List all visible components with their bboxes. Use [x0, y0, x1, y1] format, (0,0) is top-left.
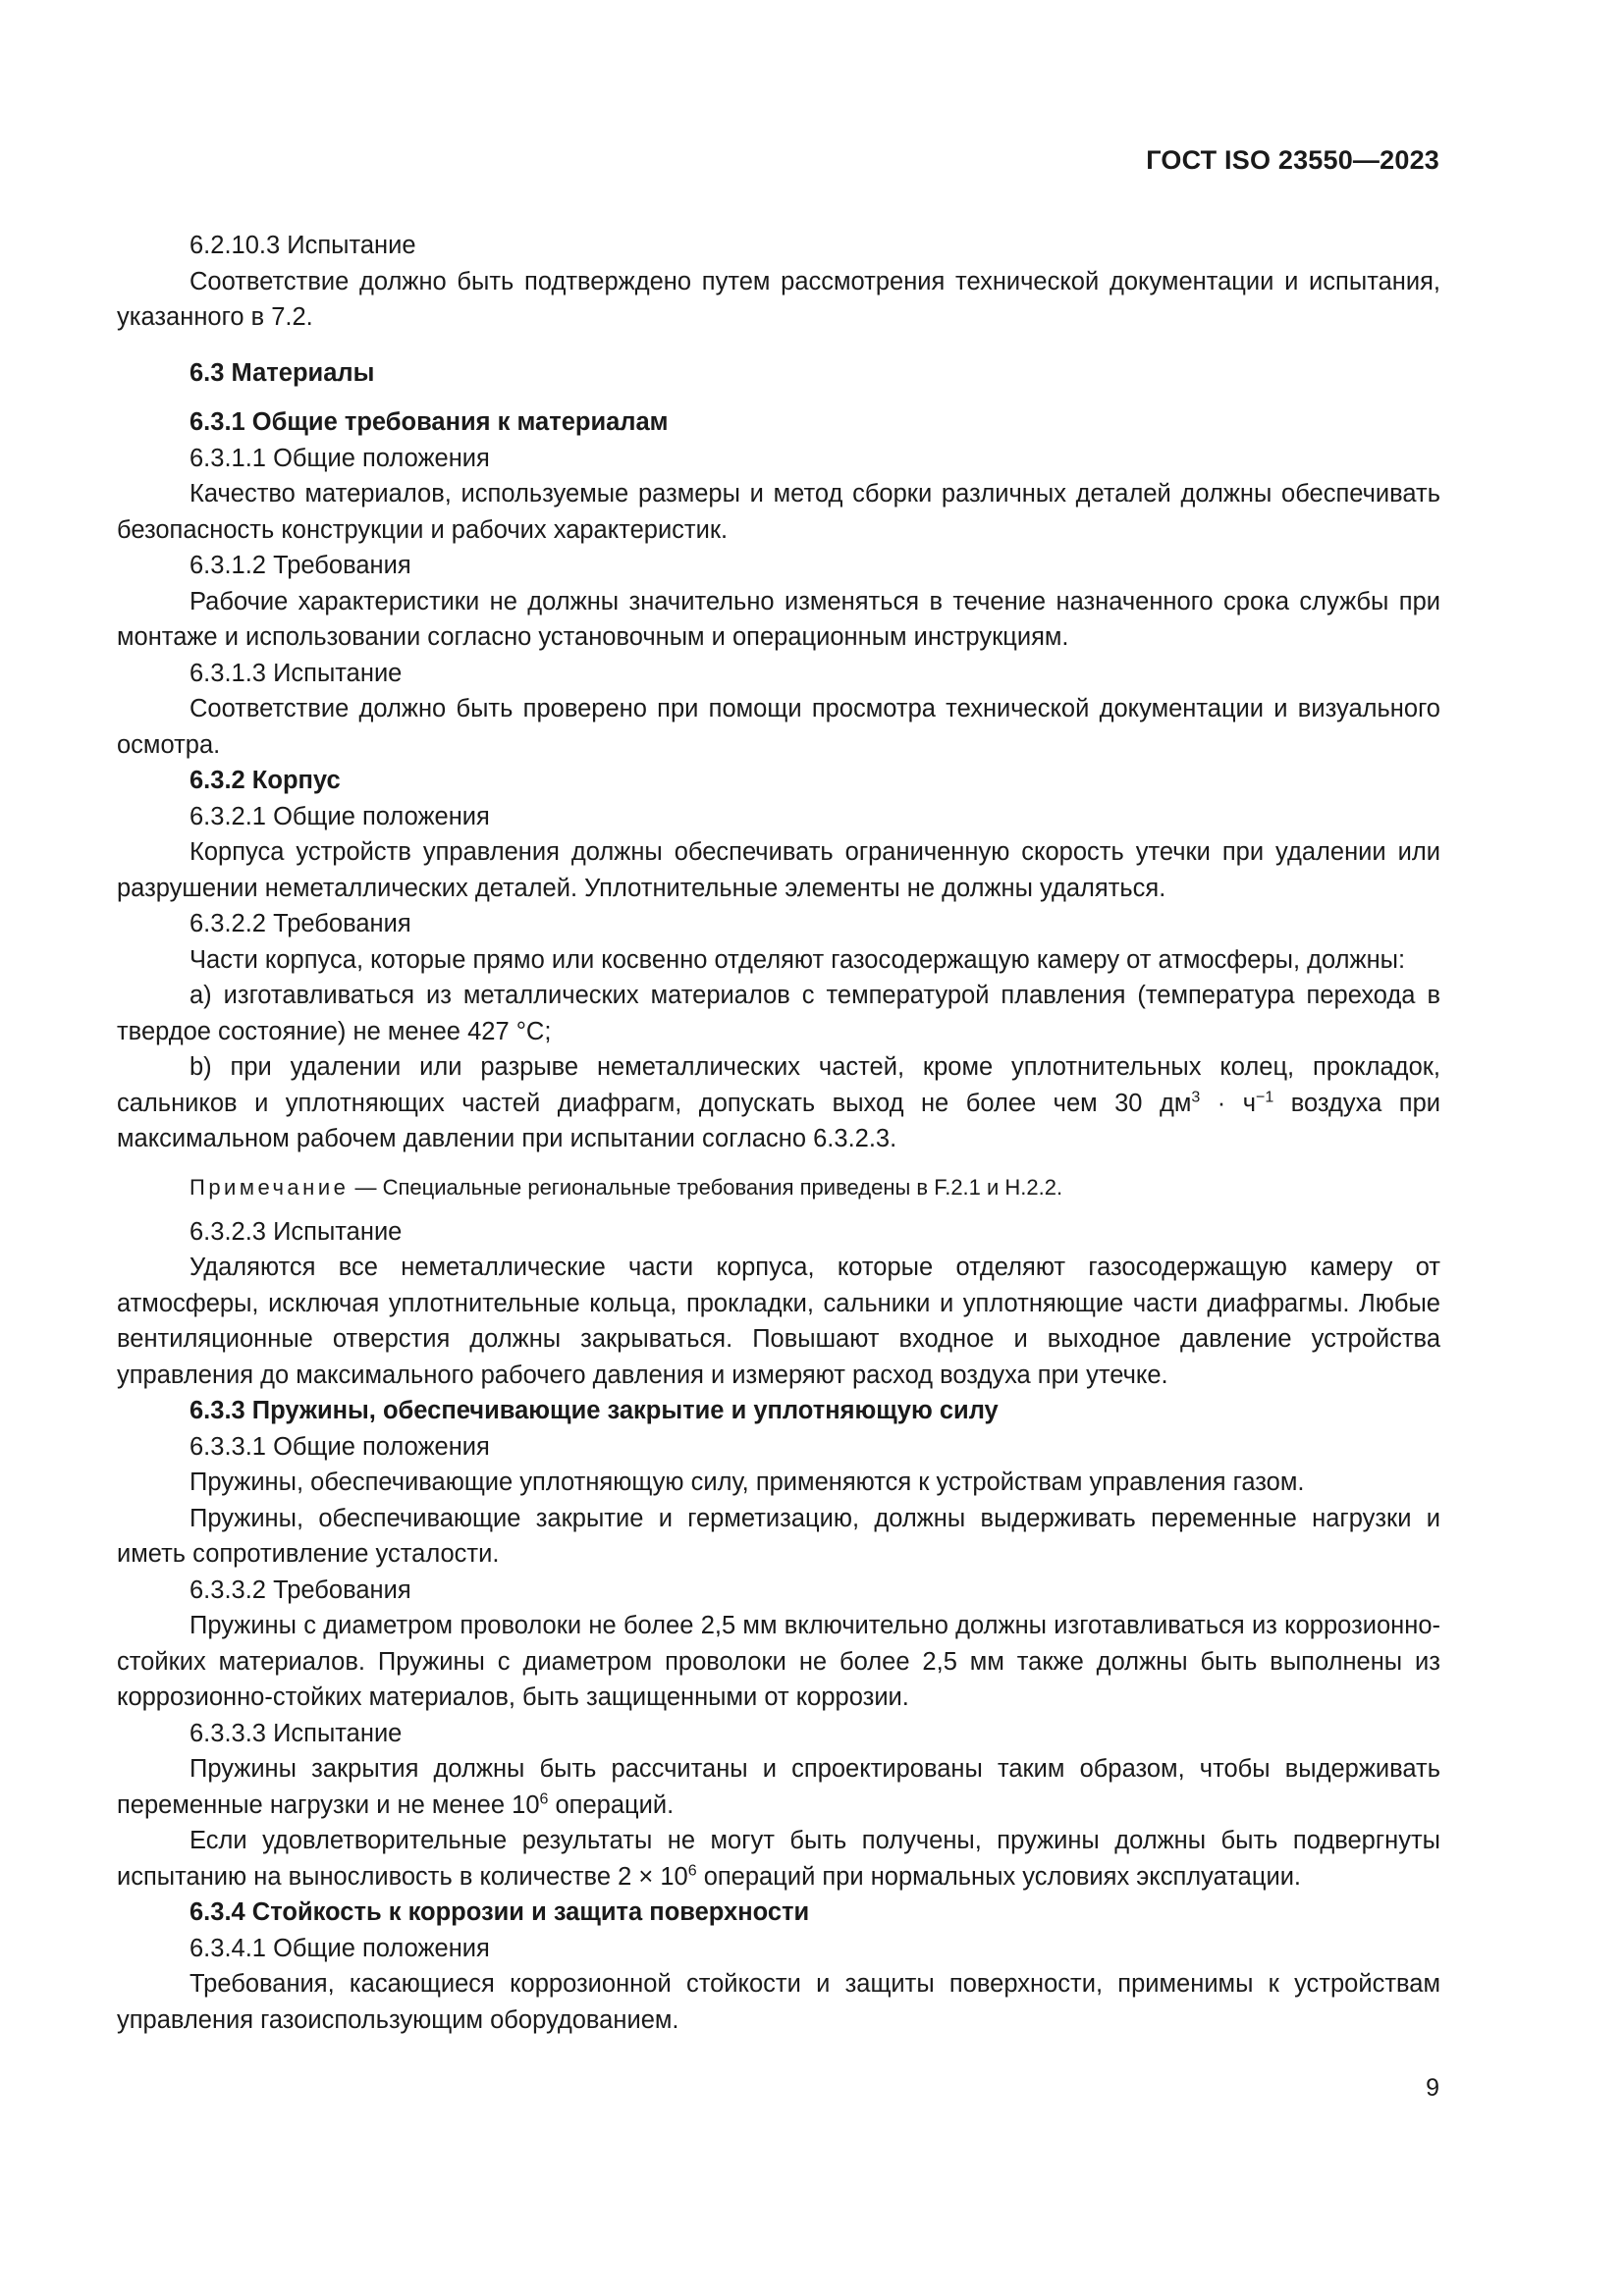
- section-6-3-heading: 6.3 Материалы: [189, 358, 375, 387]
- list-item-b-part3: воздуха при максимальном рабочем давлении при испытании согласно 6.3.2.3.: [117, 1089, 1441, 1152]
- clause-6-3-3-3-text-1-part1: Пружины закрытия должны быть рассчитаны и спроектированы таким образом, чтобы выдерживать переменные нагрузки и не менее 10: [117, 1755, 1440, 1819]
- clause-6-3-3-1-text-1: Пружины, обеспечивающие уплотняющую силу, применяются к устройствам управления газом.: [189, 1468, 1305, 1496]
- clause-6-3-3-3-text-2-part2: операций при нормальных условиях эксплуатации.: [696, 1862, 1302, 1891]
- clause-6-3-1-3-text: Соответствие должно быть проверено при помощи просмотра технической документации и визуального осмотра.: [117, 695, 1440, 759]
- clause-6-3-2-2-title: 6.3.2.2 Требования: [189, 910, 411, 937]
- clause-6-3-1-1-title: 6.3.1.1 Общие положения: [189, 444, 490, 472]
- clause-6-3-2-1-title: 6.3.2.1 Общие положения: [189, 802, 490, 830]
- clause-6-3-4-1-text: Требования, касающиеся коррозионной стойкости и защиты поверхности, применимы к устройствам управления газоиспользующим оборудованием.: [117, 1970, 1440, 2034]
- subsection-6-3-2-heading: 6.3.2 Корпус: [189, 767, 341, 794]
- note: [117, 1171, 1440, 1204]
- subsection-6-3-4-heading: 6.3.4 Стойкость к коррозии и защита поверхности: [189, 1898, 810, 1926]
- superscript-6-b: 6: [687, 1862, 697, 1879]
- clause-6-3-1-2-text: Рабочие характеристики не должны значительно изменяться в течение назначенного срока службы при монтаже и использовании согласно установочным и операционным инструкциям.: [117, 587, 1440, 651]
- clause-6-3-4-1-title: 6.3.4.1 Общие положения: [189, 1934, 490, 1962]
- list-item-b-part1: b) при удалении или разрыве неметаллических частей, кроме уплотнительных колец, прокладок, сальников и уплотняющих частей диафрагм, допускать выход не более чем 30 дм: [117, 1053, 1440, 1117]
- clause-6-3-3-3-text-2-part1: Если удовлетворительные результаты не могут быть получены, пружины должны быть подвергнуты испытанию на выносливость в количестве 2 × 10: [117, 1827, 1440, 1891]
- superscript-3: 3: [1191, 1089, 1201, 1105]
- clause-6-2-10-3-text: Соответствие должно быть подтверждено путем рассмотрения технической документации и испытания, указанного в 7.2.: [117, 267, 1440, 331]
- clause-6-3-3-3-text-2: [117, 1823, 1440, 1895]
- clause-6-3-3-1-text-2: Пружины, обеспечивающие закрытие и герметизацию, должны выдерживать переменные нагрузки и иметь сопротивление усталости.: [117, 1504, 1440, 1568]
- superscript-6-a: 6: [539, 1790, 549, 1807]
- document-id-header: ГОСТ ISO 23550—2023: [1146, 145, 1439, 175]
- note-text: — Специальные региональные требования приведены в F.2.1 и Н.2.2.: [349, 1174, 1063, 1200]
- clause-6-3-3-3-text-1-part2: операций.: [548, 1790, 675, 1819]
- list-item-b: [117, 1049, 1440, 1157]
- clause-6-3-1-3-title: 6.3.1.3 Испытание: [189, 659, 403, 687]
- page-number: 9: [1426, 2074, 1439, 2102]
- clause-6-3-1-2-title: 6.3.1.2 Требования: [189, 552, 411, 579]
- superscript-minus-1: −1: [1256, 1089, 1274, 1105]
- clause-6-3-3-3-title: 6.3.3.3 Испытание: [189, 1719, 403, 1747]
- subsection-6-3-3-heading: 6.3.3 Пружины, обеспечивающие закрытие и уплотняющую силу: [189, 1397, 999, 1424]
- note-label: Примечание: [189, 1174, 350, 1200]
- list-item-a: a) изготавливаться из металлических материалов с температурой плавления (температура перехода в твердое состояние) не менее 427 °С;: [117, 982, 1440, 1045]
- document-body: [117, 228, 1440, 2038]
- clause-6-3-3-2-title: 6.3.3.2 Требования: [189, 1575, 411, 1604]
- clause-6-3-2-1-text: Корпуса устройств управления должны обеспечивать ограниченную скорость утечки при удалении или разрушении неметаллических деталей. Уплотнительные элементы не должны удаляться.: [117, 838, 1440, 902]
- clause-6-3-2-3-title: 6.3.2.3 Испытание: [189, 1217, 403, 1246]
- clause-6-3-3-1-title: 6.3.3.1 Общие положения: [189, 1432, 490, 1461]
- subsection-6-3-1-heading: 6.3.1 Общие требования к материалам: [189, 408, 669, 436]
- clause-6-3-1-1-text: Качество материалов, используемые размеры и метод сборки различных деталей должны обеспечивать безопасность конструкции и рабочих характеристик.: [117, 480, 1440, 544]
- clause-6-3-2-3-text: Удаляются все неметаллические части корпуса, которые отделяют газосодержащую камеру от атмосферы, исключая уплотнительные кольца, прокладки, сальники и уплотняющие части диафрагмы. Любые вентиляционные отверстия должны закрываться. Повышают входное и выходное давление устройства управления до максимального рабочего давления и измеряют расход воздуха при утечке.: [117, 1254, 1440, 1389]
- clause-6-3-2-2-text: Части корпуса, которые прямо или косвенно отделяют газосодержащую камеру от атмосферы, должны:: [189, 945, 1406, 974]
- clause-6-2-10-3-title: 6.2.10.3 Испытание: [189, 232, 416, 259]
- clause-6-3-3-3-text-1: [117, 1751, 1440, 1823]
- list-item-b-part2: · ч: [1200, 1089, 1257, 1117]
- clause-6-3-3-2-text: Пружины с диаметром проволоки не более 2,5 мм включительно должны изготавливаться из коррозионно-стойких материалов. Пружины с диаметром проволоки не более 2,5 мм также должны быть выполнены из коррозионно-стойких материалов, быть защищенными от коррозии.: [117, 1612, 1440, 1711]
